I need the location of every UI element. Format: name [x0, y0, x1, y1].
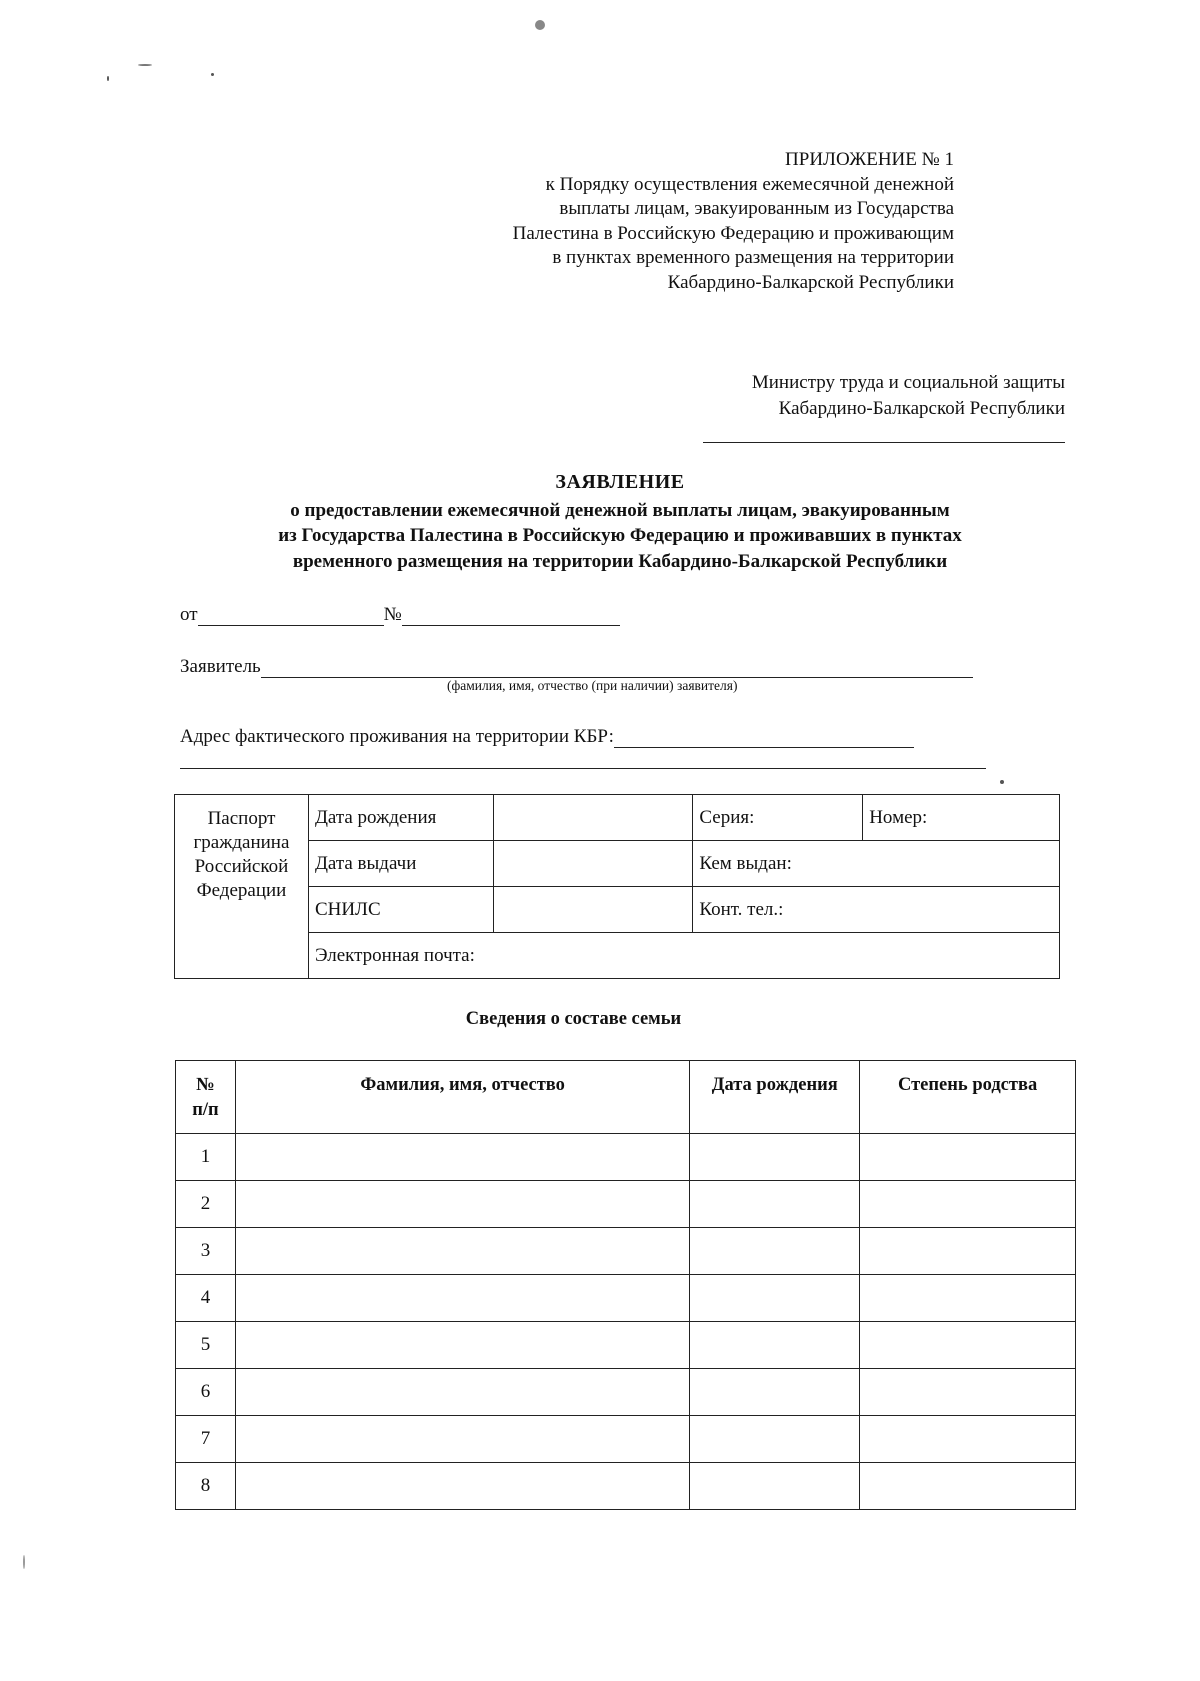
passport-head-line: Паспорт [207, 808, 276, 829]
applicant-label: Заявитель [180, 656, 261, 677]
scan-speck [23, 1555, 25, 1569]
table-row [176, 1228, 1076, 1275]
title-heading: ЗАЯВЛЕНИЕ [555, 471, 685, 493]
scan-speck [1000, 780, 1004, 784]
col-header-birth: Дата рождения [690, 1061, 860, 1134]
appendix-line: ПРИЛОЖЕНИЕ № 1 [785, 149, 954, 170]
number-label: № [383, 604, 402, 625]
addressee-name-blank[interactable] [703, 422, 1065, 443]
scan-speck [535, 20, 545, 30]
passport-head-line: Российской [194, 856, 289, 877]
name-cell[interactable] [235, 1228, 689, 1275]
email-field[interactable]: Электронная почта: [308, 933, 1059, 979]
relation-cell[interactable] [860, 1134, 1076, 1181]
date-field[interactable] [198, 605, 384, 626]
birth-cell[interactable] [690, 1463, 860, 1510]
birth-cell[interactable] [690, 1416, 860, 1463]
addressee-line: Министру труда и социальной защиты [751, 372, 1065, 393]
relation-cell[interactable] [860, 1463, 1076, 1510]
relation-cell[interactable] [860, 1275, 1076, 1322]
birth-date-label: Дата рождения [308, 795, 493, 841]
name-cell[interactable] [235, 1275, 689, 1322]
col-header-num-line1: № [196, 1075, 215, 1095]
birth-cell[interactable] [690, 1181, 860, 1228]
number-field[interactable] [402, 605, 620, 626]
table-row [176, 1322, 1076, 1369]
name-cell[interactable] [235, 1322, 689, 1369]
passport-head-line: Федерации [196, 880, 287, 901]
addressee-line: Кабардино-Балкарской Республики [778, 398, 1065, 419]
appendix-header [394, 148, 954, 295]
col-header-name: Фамилия, имя, отчество [235, 1061, 689, 1134]
name-cell[interactable] [235, 1369, 689, 1416]
table-row [176, 1369, 1076, 1416]
scan-speck [107, 76, 109, 81]
col-header-num-line2: п/п [192, 1100, 219, 1120]
applicant-field[interactable] [261, 657, 973, 678]
relation-cell[interactable] [860, 1369, 1076, 1416]
birth-cell[interactable] [690, 1275, 860, 1322]
applicant-hint: (фамилия, имя, отчество (при наличии) заявителя) [447, 678, 738, 693]
table-row [175, 795, 1060, 841]
table-row [176, 1275, 1076, 1322]
relation-cell[interactable] [860, 1416, 1076, 1463]
relation-cell[interactable] [860, 1228, 1076, 1275]
row-number: 8 [176, 1463, 236, 1510]
row-number: 5 [176, 1322, 236, 1369]
appendix-line: к Порядку осуществления ежемесячной денежной [545, 173, 954, 195]
number-field-cell[interactable]: Номер: [863, 795, 1060, 841]
col-header-num [176, 1061, 236, 1134]
title-line: временного размещения на территории Кабардино-Балкарской Республики [292, 550, 948, 572]
document-title [170, 470, 1070, 574]
appendix-line: Кабардино-Балкарской Республики [667, 271, 954, 293]
appendix-line: Палестина в Российскую Федерацию и проживающим [512, 222, 954, 244]
phone-field[interactable]: Конт. тел.: [693, 887, 1060, 933]
date-label: от [180, 604, 198, 625]
col-header-relation: Степень родства [860, 1061, 1076, 1134]
name-cell[interactable] [235, 1463, 689, 1510]
title-line: из Государства Палестина в Российскую Федерацию и проживавших в пунктах [278, 525, 962, 546]
row-number: 6 [176, 1369, 236, 1416]
row-number: 2 [176, 1181, 236, 1228]
table-row [176, 1181, 1076, 1228]
family-section-title: Сведения о составе семьи [465, 1009, 682, 1029]
name-cell[interactable] [235, 1181, 689, 1228]
table-row [176, 1416, 1076, 1463]
name-cell[interactable] [235, 1416, 689, 1463]
birth-cell[interactable] [690, 1134, 860, 1181]
relation-cell[interactable] [860, 1322, 1076, 1369]
table-header-row [176, 1061, 1076, 1134]
issued-by-field[interactable]: Кем выдан: [693, 841, 1060, 887]
series-field[interactable]: Серия: [693, 795, 863, 841]
date-number-row [180, 604, 620, 626]
passport-head-line: гражданина [193, 832, 290, 853]
addressee-block [600, 370, 1065, 443]
birth-cell[interactable] [690, 1369, 860, 1416]
snils-label: СНИЛС [308, 887, 493, 933]
title-line: о предоставлении ежемесячной денежной выплаты лицам, эвакуированным [290, 499, 950, 521]
applicant-row [180, 656, 973, 678]
snils-value[interactable] [493, 887, 693, 933]
passport-head-cell [175, 795, 309, 979]
address-field[interactable] [614, 727, 914, 748]
row-number: 1 [176, 1134, 236, 1181]
issue-date-value[interactable] [493, 841, 693, 887]
table-row [176, 1463, 1076, 1510]
birth-date-value[interactable] [493, 795, 693, 841]
appendix-line: выплаты лицам, эвакуированным из Государства [559, 198, 954, 219]
appendix-line: в пунктах временного размещения на территории [552, 247, 954, 268]
row-number: 7 [176, 1416, 236, 1463]
address-label: Адрес фактического проживания на территории КБР: [180, 726, 614, 747]
name-cell[interactable] [235, 1134, 689, 1181]
issue-date-label: Дата выдачи [308, 841, 493, 887]
row-number: 3 [176, 1228, 236, 1275]
birth-cell[interactable] [690, 1322, 860, 1369]
family-table [175, 1060, 1076, 1510]
address-field-continuation[interactable] [180, 768, 986, 769]
row-number: 4 [176, 1275, 236, 1322]
relation-cell[interactable] [860, 1181, 1076, 1228]
address-row [180, 726, 914, 748]
birth-cell[interactable] [690, 1228, 860, 1275]
table-row [176, 1134, 1076, 1181]
scan-speck [138, 64, 152, 66]
passport-table [174, 794, 1060, 979]
scan-speck [211, 73, 214, 76]
